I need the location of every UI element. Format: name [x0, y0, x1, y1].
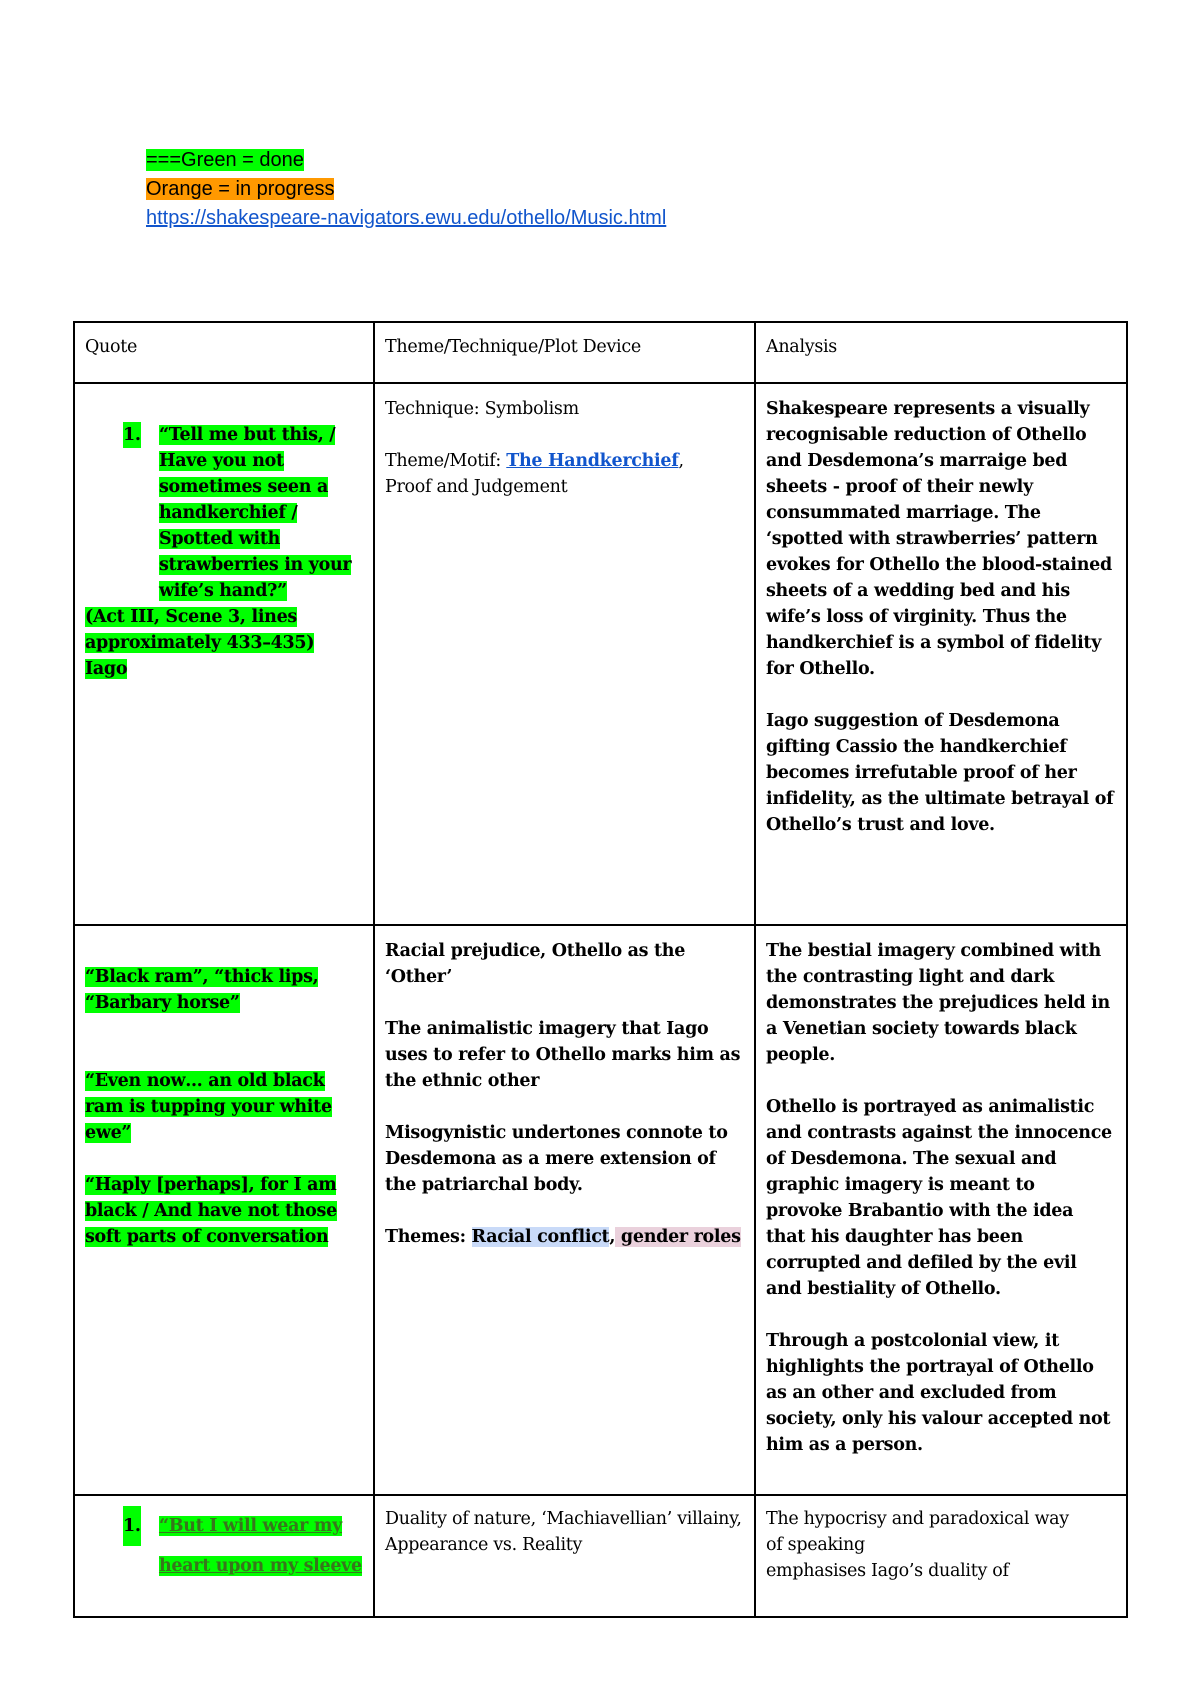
row2-theme-p3: Misogynistic undertones connote to Desdemona as a mere extension of the patriarchal body.: [385, 1123, 728, 1195]
row2-quote-c: soft parts of conversation: [85, 1227, 329, 1247]
row1-quote-ref: approximately 433–435): [85, 633, 315, 653]
row3-theme-cell: Duality of nature, ‘Machiavellian’ villainy, Appearance vs. Reality: [374, 1495, 755, 1617]
legend-orange: Orange = in progress: [146, 178, 335, 200]
row1-quote-line: strawberries in your: [159, 555, 352, 575]
row2-quote-b: “Even now… an old black: [85, 1071, 325, 1091]
row1-analysis-cell: [755, 383, 1127, 925]
row1-quote-speaker: Iago: [85, 659, 128, 679]
row1-analysis-p2: Iago suggestion of Desdemona gifting Cassio the handkerchief becomes irrefutable proof of her infidelity, as the ultimate betrayal of Othello’s trust and love.: [766, 711, 1114, 835]
row2-quote-a: “Barbary horse”: [85, 993, 240, 1013]
row2-theme-p1: Racial prejudice, Othello as the ‘Other’: [385, 941, 686, 987]
table-row: [74, 925, 1127, 1495]
row1-quote-cell: [74, 383, 374, 925]
header-quote: Quote: [74, 322, 374, 383]
row3-quote-line: “But I will wear my: [159, 1516, 342, 1536]
table-row: [74, 383, 1127, 925]
row1-list-number: 1.: [123, 422, 141, 448]
gender-roles-tag: gender roles: [615, 1227, 741, 1247]
row2-quote-cell: [74, 925, 374, 1495]
row2-quote-c: black / And have not those: [85, 1201, 337, 1221]
row1-quote-ref: (Act III, Scene 3, lines: [85, 607, 297, 627]
handkerchief-link[interactable]: The Handkerchief: [506, 451, 679, 471]
row1-technique: Technique: Symbolism: [385, 399, 579, 419]
row2-analysis-p2: Othello is portrayed as animalistic and contrasts against the innocence of Desdemona. The sexual and graphic imagery is meant to provoke Brabantio with the idea that his daughter has been corrupted and defiled by the evil and bestiality of Othello.: [766, 1097, 1112, 1299]
row2-quote-a: “Black ram”, “thick lips,: [85, 967, 319, 987]
row1-quote-line: Have you not: [159, 451, 284, 471]
row1-analysis-p1: Shakespeare represents a visually recognisable reduction of Othello and Desdemona’s marraige bed sheets - proof of their newly consummated marriage. The ‘spotted with strawberries’ pattern evokes for Othello the blood-stained sheets of a wedding bed and his wife’s loss of virginity. Thus the handkerchief is a symbol of fidelity for Othello.: [766, 399, 1112, 679]
row3-analysis-cell: The hypocrisy and paradoxical way of speaking emphasises Iago’s duality of: [755, 1495, 1127, 1617]
row2-theme-cell: [374, 925, 755, 1495]
row1-theme: Theme/Motif: The Handkerchief, Proof and Judgement: [385, 451, 684, 497]
racial-conflict-tag: Racial conflict: [471, 1227, 610, 1247]
row1-quote-line: “Tell me but this, /: [159, 425, 336, 445]
row1-quote-list: [85, 422, 363, 604]
row1-quote-line: wife’s hand?”: [159, 581, 287, 601]
row2-quote-b: ram is tupping your white: [85, 1097, 332, 1117]
row3-quote-line: heart upon my sleeve: [159, 1556, 362, 1576]
row2-theme-p2: The animalistic imagery that Iago uses to refer to Othello marks him as the ethnic other: [385, 1019, 741, 1091]
row1-quote-line: sometimes seen a: [159, 477, 328, 497]
analysis-table: [73, 321, 1128, 1618]
legend-green: ===Green = done: [146, 149, 304, 171]
row3-quote-list: [85, 1506, 363, 1586]
row3-list-number: 1.: [123, 1506, 141, 1546]
legend: [146, 146, 666, 233]
row2-quote-c: “Haply [perhaps], for I am: [85, 1175, 337, 1195]
row1-theme-cell: [374, 383, 755, 925]
header-analysis: Analysis: [755, 322, 1127, 383]
row3-quote-cell: [74, 1495, 374, 1617]
row1-quote-line: Spotted with: [159, 529, 281, 549]
table-header-row: [74, 322, 1127, 383]
row2-analysis-p3: Through a postcolonial view, it highlights the portrayal of Othello as an other and excluded from society, only his valour accepted not him as a person.: [766, 1331, 1111, 1455]
header-theme: Theme/Technique/Plot Device: [374, 322, 755, 383]
source-link[interactable]: https://shakespeare-navigators.ewu.edu/othello/Music.html: [146, 207, 667, 229]
row1-quote-line: handkerchief /: [159, 503, 298, 523]
row2-analysis-cell: [755, 925, 1127, 1495]
row2-analysis-p1: The bestial imagery combined with the contrasting light and dark demonstrates the prejudices held in a Venetian society towards black people.: [766, 941, 1110, 1065]
row2-themes: Themes: Racial conflict, gender roles: [385, 1227, 741, 1247]
table-row: [74, 1495, 1127, 1617]
row2-quote-b: ewe”: [85, 1123, 132, 1143]
